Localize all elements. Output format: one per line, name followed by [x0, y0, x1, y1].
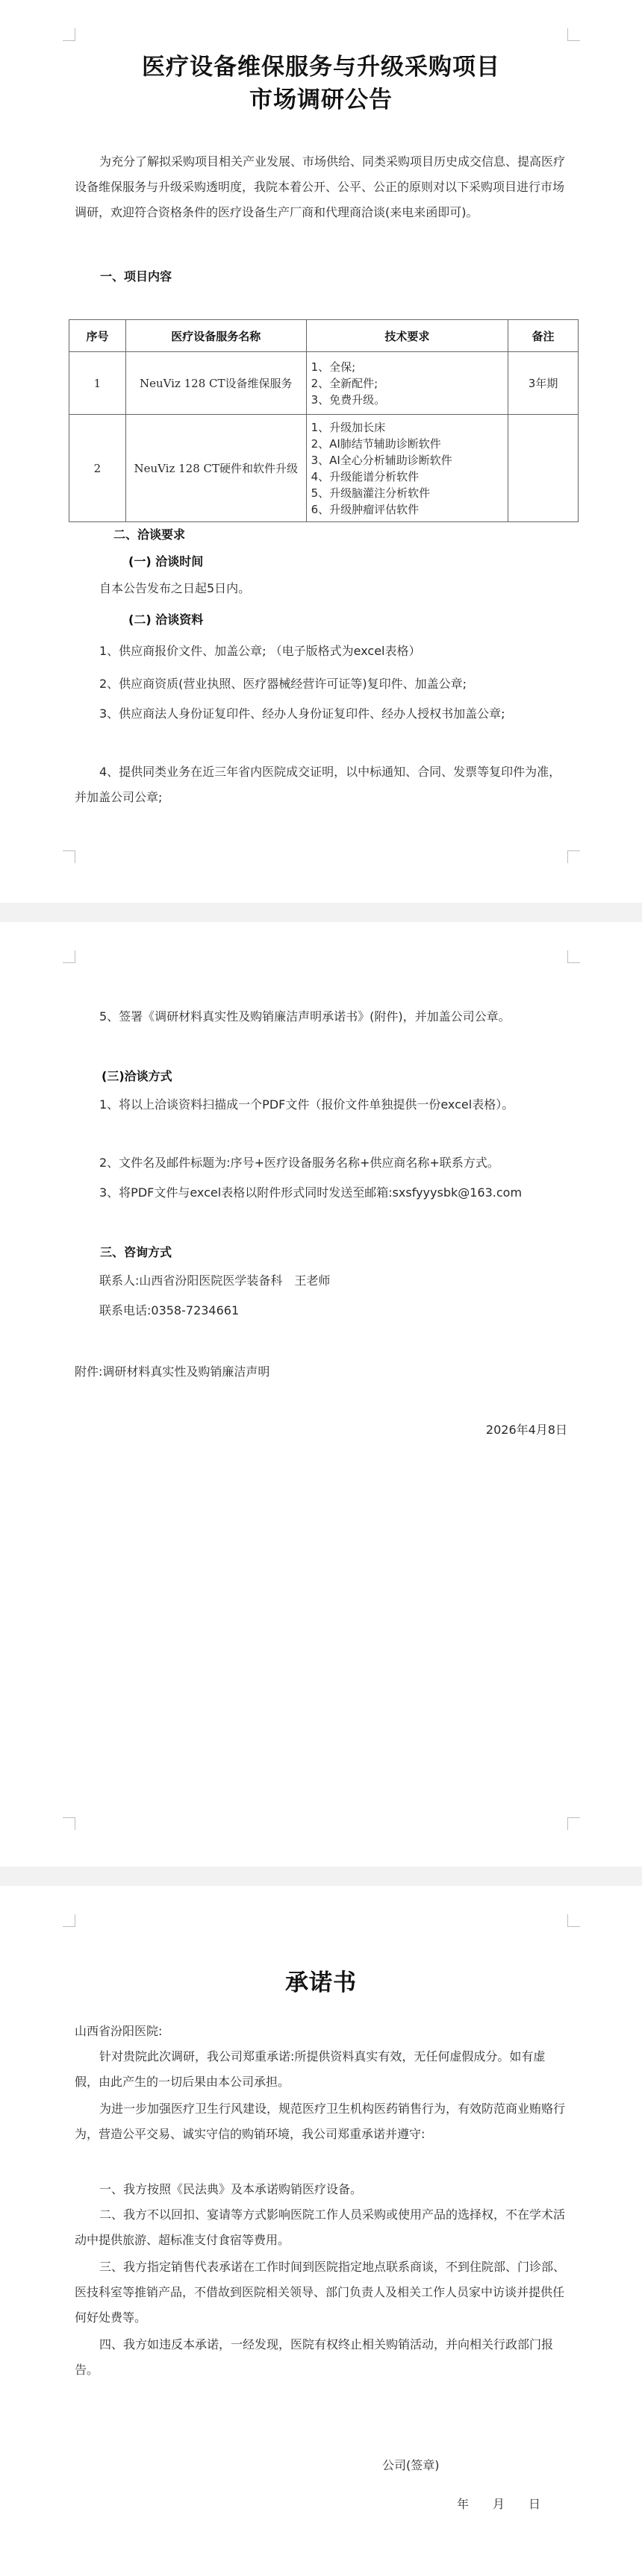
requirement-item: 2、全新配件;: [311, 376, 378, 390]
pledge-addressee: 山西省汾阳医院:: [75, 2024, 163, 2038]
requirement-item: 3、AI全心分析辅助诊断软件: [311, 453, 452, 467]
crop-mark: [63, 1914, 75, 1927]
material-item: 2、供应商资质(营业执照、医疗器械经营许可证等)复印件、加盖公章;: [99, 677, 467, 691]
requirement-item: 2、AI肺结节辅助诊断软件: [311, 436, 441, 451]
crop-mark: [567, 950, 580, 963]
contact-person: 联系人:山西省汾阳医院医学装备科 王老师: [99, 1273, 331, 1288]
requirement-item: 1、全保;: [311, 360, 356, 374]
pledge-paragraph: 二、我方不以回扣、宴请等方式影响医院工作人员采购或使用产品的选择权，不在学术活动中提供旅游、超标准支付食宿等费用。: [75, 2207, 566, 2247]
material-item: 3、供应商法人身份证复印件、经办人身份证复印件、经办人授权书加盖公章;: [99, 706, 505, 721]
remark: [508, 415, 579, 522]
row-number: 1: [69, 352, 126, 415]
table-header-row: [69, 320, 579, 352]
crop-mark: [63, 1817, 75, 1830]
crop-mark: [567, 28, 580, 41]
section-heading: 一、项目内容: [100, 269, 172, 283]
requirement-item: 6、升级肿瘤评估软件: [311, 502, 420, 516]
intro-paragraph: 为充分了解拟采购项目相关产业发展、市场供给、同类采购项目历史成交信息、提高医疗设备维保服务与升级采购透明度，我院本着公开、公平、公正的原则对以下采购项目进行市场调研，欢迎符合资格条件的医疗设备生产厂商和代理商洽谈(来电来函即可)。: [75, 154, 566, 219]
project-table: [69, 319, 579, 522]
sign-date-line: 年 月 日: [457, 2497, 541, 2511]
pledge-paragraph: 四、我方如违反本承诺，一经发现，医院有权终止相关购销活动，并向相关行政部门报告。: [75, 2337, 554, 2377]
document-page-3: [0, 1886, 642, 2576]
requirement-item: 4、升级能谱分析软件: [311, 469, 420, 483]
contact-phone: 联系电话:0358-7234661: [99, 1303, 240, 1317]
company-seal-label: 公司(签章): [382, 2458, 440, 2472]
announcement-title: 医疗设备维保服务与升级采购项目: [142, 54, 500, 81]
requirement-item: 1、升级加长床: [311, 420, 386, 434]
table-header: 备注: [508, 320, 579, 352]
crop-mark: [567, 1914, 580, 1927]
crop-mark: [567, 1817, 580, 1830]
pledge-paragraph: 三、我方指定销售代表承诺在工作时间到医院指定地点联系商谈，不到住院部、门诊部、医技科室等推销产品，不借故到医院相关领导、部门负责人及相关工作人员家中访谈并提供任何好处费等。: [75, 2260, 566, 2325]
signing-item: 5、签署《调研材料真实性及购销廉洁声明承诺书》(附件)，并加盖公司公章。: [99, 1009, 511, 1024]
material-item: 1、供应商报价文件、加盖公章; （电子版格式为excel表格）: [99, 644, 421, 658]
remark: 3年期: [508, 352, 579, 415]
table-header: 序号: [69, 320, 126, 352]
announcement-date: 2026年4月8日: [485, 1423, 567, 1437]
requirement-item: 3、免费升级。: [311, 392, 386, 407]
tech-requirements: [306, 415, 508, 522]
subsection-heading: (二) 洽谈资料: [128, 612, 204, 627]
service-name: NeuViz 128 CT硬件和软件升级: [125, 415, 306, 522]
pledge-paragraph: 针对贵院此次调研，我公司郑重承诺:所提供资料真实有效，无任何虚假成分。如有虚假，由此产生的一切后果由本公司承担。: [75, 2049, 546, 2089]
table-row: [69, 415, 579, 522]
crop-mark: [63, 950, 75, 963]
service-name: NeuViz 128 CT设备维保服务: [125, 352, 306, 415]
time-text: 自本公告发布之日起5日内。: [99, 581, 251, 595]
method-item: 2、文件名及邮件标题为:序号+医疗设备服务名称+供应商名称+联系方式。: [99, 1156, 499, 1170]
section-heading: 二、洽谈要求: [113, 527, 186, 542]
document-page-1: [0, 0, 642, 903]
subsection-heading: (一) 洽谈时间: [128, 554, 204, 568]
document-page-2: [0, 922, 642, 1867]
table-row: [69, 352, 579, 415]
subsection-heading: (三)洽谈方式: [102, 1069, 172, 1083]
material-item: 4、提供同类业务在近三年省内医院成交证明，以中标通知、合同、发票等复印件为准，并加盖公司公章;: [75, 765, 561, 804]
pledge-title: 承诺书: [285, 1969, 357, 1996]
crop-mark: [567, 850, 580, 863]
requirement-item: 5、升级脑灌注分析软件: [311, 486, 431, 500]
method-item: 3、将PDF文件与excel表格以附件形式同时发送至邮箱:sxsfyyysbk@163.com: [99, 1185, 523, 1200]
tech-requirements: [306, 352, 508, 415]
row-number: 2: [69, 415, 126, 522]
announcement-subtitle: 市场调研公告: [249, 87, 393, 113]
section-heading: 三、咨询方式: [100, 1245, 172, 1259]
table-header: 技术要求: [306, 320, 508, 352]
table-header: 医疗设备服务名称: [125, 320, 306, 352]
pledge-paragraph: 一、我方按照《民法典》及本承诺购销医疗设备。: [99, 2182, 363, 2196]
pledge-paragraph: 为进一步加强医疗卫生行风建设，规范医疗卫生机构医药销售行为，有效防范商业贿赂行为，营造公平交易、诚实守信的购销环境，我公司郑重承诺并遵守:: [75, 2102, 566, 2141]
attachment-note: 附件:调研材料真实性及购销廉洁声明: [75, 1364, 270, 1379]
crop-mark: [63, 850, 75, 863]
crop-mark: [63, 28, 75, 41]
method-item: 1、将以上洽谈资料扫描成一个PDF文件（报价文件单独提供一份excel表格）。: [99, 1097, 514, 1112]
